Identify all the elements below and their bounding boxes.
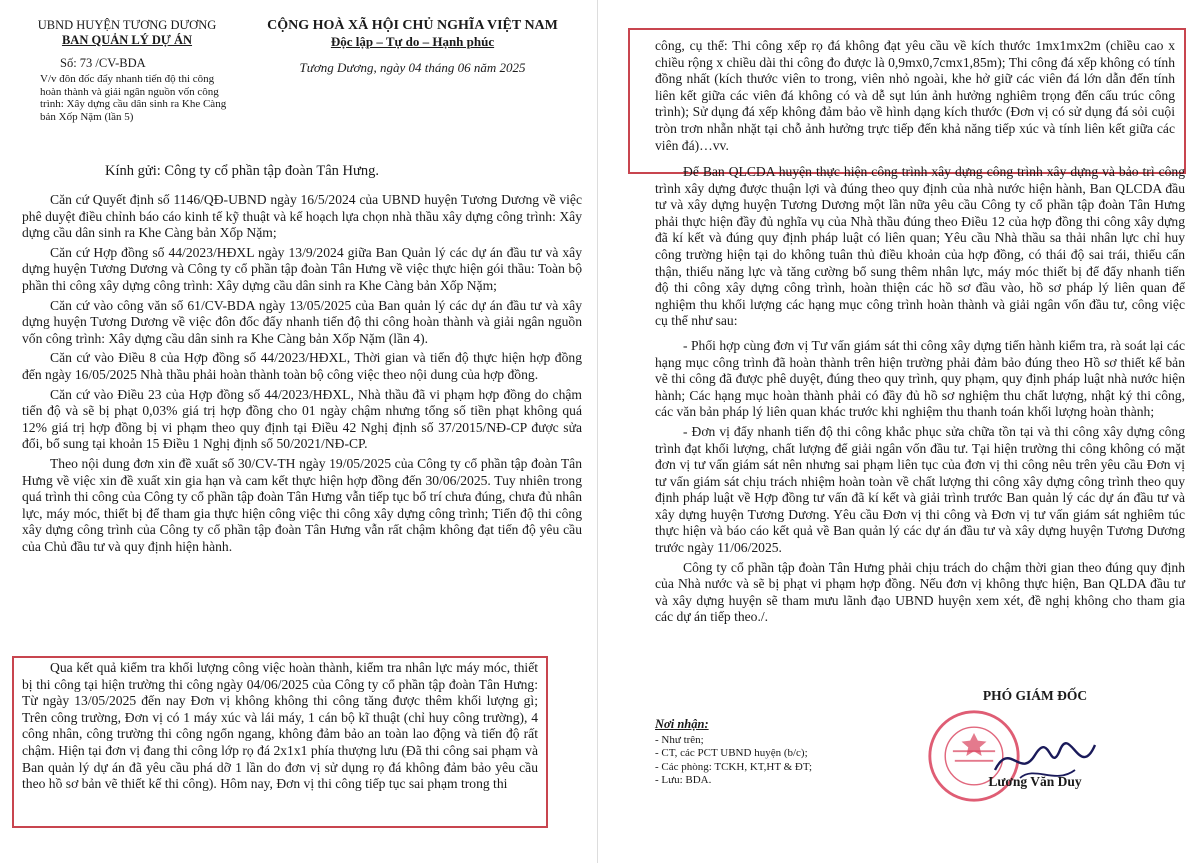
- paragraph: Công ty cổ phần tập đoàn Tân Hưng phải chịu trách do chậm thời gian theo đúng quy định của Nhà nước và sẽ bị phạt vi phạm hợp đồng. Nếu đơn vị không thực hiện, Ban QLDA đầu tư và xây dựng huyện sẽ tham mưu lãnh đạo UBND huyện xem xét, đề nghị không cho tham gia các dự án tiếp theo./.: [655, 559, 1185, 625]
- signer-name: Lương Văn Duy: [988, 774, 1082, 789]
- right-body: [655, 164, 1185, 626]
- national-header: [240, 18, 585, 76]
- recipients-block: [655, 718, 915, 788]
- recipient-line: Kính gửi: Công ty cổ phần tập đoàn Tân Hưng.: [105, 163, 379, 179]
- page-divider: [597, 0, 598, 863]
- highlighted-paragraph: [22, 660, 538, 793]
- document-date: Tương Dương, ngày 04 tháng 06 năm 2025: [299, 60, 526, 75]
- nation-title: CỘNG HOÀ XÃ HỘI CHỦ NGHĨA VIỆT NAM: [267, 18, 558, 33]
- paragraph: Căn cứ Quyết định số 1146/QĐ-UBND ngày 16/5/2024 của UBND huyện Tương Dương về việc phê duyệt điều chỉnh báo cáo kinh tế kỹ thuật và kế hoạch lựa chọn nhà thầu xây dựng công trình: Xây dựng cầu dân sinh ra Khe Càng bản Xốp Nặm;: [22, 192, 582, 241]
- agency-header: [22, 18, 232, 123]
- right-highlighted-paragraph: [655, 38, 1175, 154]
- paragraph: Căn cứ vào Điều 23 của Hợp đồng số 44/2023/HĐXL, Nhà thầu đã vi phạm hợp đồng do chậm tiến độ và sẽ bị phạt 0,03% giá trị hợp đồng cho 01 ngày chậm nhưng tổng số tiền phạt không quá 12% giá trị hợp đồng bị vi phạm theo quy định tại Điều 42 Nghị định số 37/2015/NĐ-CP được sửa đổi, bổ sung tại khoản 15 Điều 1 Nghị định số 50/2021/NĐ-CP.: [22, 386, 582, 452]
- recipients-title: Nơi nhận:: [655, 717, 709, 731]
- motto: Độc lập – Tự do – Hạnh phúc: [330, 34, 495, 49]
- recipient-item: - Lưu: BDA.: [655, 774, 712, 786]
- paragraph: công, cụ thể: Thi công xếp rọ đá không đạt yêu cầu về kích thước 1mx1mx2m (chiều cao x chiều rộng x chiều dài thi công đo được là 0,9mx0,7cmx1,85m); Thi công đá xếp không có tính đồng nhất (kích thước viên to trong, viên nhỏ ngoài, khe hở giữ các viên đá lớn dẫn đến tính liên kết giữa các viên đá không có và dễ sụt lún ảnh hưởng nghiêm trọng đến cấu trúc công trình); Sử dụng đá xếp không đảm bảo về hình dạng kích thước (Đơn vị có sử dụng đá sỏi cuội tròn trơn nhẵn nhặt tại chỗ ảnh hưởng trực tiếp đến khả năng tiếp xúc và tính liên kết giữa các viên đá)…vv.: [655, 38, 1175, 153]
- paragraph: Theo nội dung đơn xin đề xuất số 30/CV-TH ngày 19/05/2025 của Công ty cổ phần tập đoàn Tân Hưng về việc xin đề xuất xin gia hạn và cam kết thực hiện hợp đồng đến 30/06/2025. Tuy nhiên trong quá trình thi công của Công ty cổ phần tập đoàn Tân Hưng vẫn tiếp tục bố trí chưa đúng, chưa đủ nhân lực, máy móc, thiết bị để tham gia thực hiện công việc thi công xây dựng công trình; Tiến độ thi công xây dựng công trình của Công ty cổ phần tập đoàn Tân Hưng vẫn rất chậm không đạt tiến độ yêu cầu của Chủ đầu tư và quy định hiện hành.: [22, 455, 582, 554]
- recipient-item: - Như trên;: [655, 733, 704, 746]
- paragraph: - Phối hợp cùng đơn vị Tư vấn giám sát thi công xây dựng tiến hành kiểm tra, rà soát lại các hạng mục công trình đã hoàn thành trên hiện trường phải đảm bảo đúng theo Hồ sơ thiết kế bản vẽ thi công đã được phê duyệt, đúng theo quy trình, quy phạm, quy định pháp luật nhà nước hiện hành; Các hạng mục hoàn thành phải có đầy đủ hồ sơ nghiệm thu chất lượng, nhật ký thi công, các văn bản pháp lý liên quan khác trước khi nghiệm thu thanh toán khối lượng hoàn thành;: [655, 337, 1185, 420]
- paragraph: Qua kết quả kiểm tra khối lượng công việc hoàn thành, kiểm tra nhân lực máy móc, thiết bị thi công tại hiện trường thi công ngày 04/06/2025 của Công ty cổ phần tập đoàn Tân Hưng: Từ ngày 13/05/2025 đến nay Đơn vị không không thi công tăng được thêm khối lượng gì; Trên công trường, Đơn vị có 1 máy xúc và lái máy, 1 cán bộ kĩ thuật (chỉ huy công trường), 4 công nhân, công trường thi công ngổn ngang, không đảm bảo an toàn lao động và tiến độ rất chậm. Hiện tại đơn vị đang thi công lớp rọ đá 2x1x1 phía thượng lưu (Đã thi công sai phạm và Ban quản lý dự án đã yêu cầu phá dỡ 1 lần do đơn vị sử dụng rọ đá không đảm bảo yêu cầu theo hồ sơ bản vẽ thiết kế thi công). Hôm nay, Đơn vị thi công tiếp tục sai phạm trong thi: [22, 660, 538, 792]
- paragraph: Căn cứ Hợp đồng số 44/2023/HĐXL ngày 13/9/2024 giữa Ban Quản lý các dự án đầu tư và xây dựng huyện Tương Dương và Công ty cổ phần tập đoàn Tân Hưng về việc thực hiện gói thầu: Toàn bộ phần thi công xây dựng công trình: Xây dựng cầu dân sinh ra Khe Càng bản Xốp Nặm;: [22, 244, 582, 293]
- signature-block: [935, 688, 1135, 790]
- department-name: BAN QUẢN LÝ DỰ ÁN: [61, 33, 193, 47]
- left-body: [22, 192, 582, 555]
- paragraph: - Đơn vị đẩy nhanh tiến độ thi công khắc phục sửa chữa tồn tại và thi công xây dựng công trình đạt khối lượng, chất lượng để giải ngân vốn đầu tư. Tại hiện trường thi công không có mặt đơn vị tư vấn giám sát nên nhưng sai phạm liên tục của đơn vị thi công nêu trên yêu cầu Đơn vị tư vấn giám sát chịu trách nhiệm hoàn toàn về chất lượng thi công xây dựng công trình theo quy định pháp luật về Hợp đồng tư vấn đã kí kết và giải trình trước Ban quản lý các dự án đầu tư và xây dựng huyện Tương Dương. Yêu cầu Đơn vị thi công và Đơn vị tư vấn giám sát nghiêm túc thực hiện và báo cáo kết quả về Ban quản lý các dự án đầu tư và xây dựng huyện Tương Dương trước ngày 11/06/2025.: [655, 423, 1185, 556]
- document-number: Số: 73 /CV-BDA: [60, 56, 146, 70]
- document-subject: V/v đôn đốc đẩy nhanh tiến độ thi công hoàn thành và giải ngân nguồn vốn công trình: Xây dựng cầu dân sinh ra Khe Càng bản Xốp Nặm (lần 5): [40, 73, 227, 123]
- paragraph: Để Ban QLCDA huyện thực hiện công trình xây dựng công trình xây dựng và bảo trì công trình xây dựng được thuận lợi và đúng theo quy định của nhà nước hiện hành, Ban QLCDA đầu tư và xây dựng huyện Tương Dương một lần nữa yêu cầu Công ty cổ phần tập đoàn Tân Hưng phải thực hiện đầy đủ nghĩa vụ của Nhà thầu đúng theo Điều 12 của hợp đồng thi công xây dựng đã kí kết và đúng quy định pháp luật có liên quan; Yêu cầu Nhà thầu sa thải nhân lực chỉ huy công trường hiện tại do không tuân thủ điều khoản của hợp đồng, có thái độ sai trái, thiếu cẩn thận, thiếu năng lực và tăng cường bổ sung thêm nhân lực, máy móc thiết bị để đẩy nhanh tiến độ thi công xây dựng công trình, hoàn thiện các hồ sơ đầu vào, hồ sơ pháp lý liên quan để nghiệm thu khối lượng các hạng mục công trình hoàn thành và giải ngân vốn đầu tư, công việc cụ thể như sau:: [655, 164, 1185, 329]
- recipient-item: - CT, các PCT UBND huyện (b/c);: [655, 747, 808, 759]
- recipient-item: - Các phòng: TCKH, KT,HT & ĐT;: [655, 760, 813, 773]
- paragraph: Căn cứ vào công văn số 61/CV-BDA ngày 13/05/2025 của Ban quản lý các dự án đầu tư và xây dựng huyện Tương Dương về việc đôn đốc đẩy nhanh tiến độ thi công hoàn thành và giải ngân nguồn vốn công trình: Xây dựng cầu dân sinh ra Khe Càng bản Xốp Nặm (lần 4).: [22, 297, 582, 346]
- left-page: [0, 0, 596, 863]
- paragraph: Căn cứ vào Điều 8 của Hợp đồng số 44/2023/HĐXL, Thời gian và tiến độ thực hiện hợp đồng đến ngày 16/05/2025 Nhà thầu phải hoàn thành toàn bộ công việc theo nội dung của hợp đồng.: [22, 350, 582, 382]
- signer-position: PHÓ GIÁM ĐỐC: [982, 688, 1088, 703]
- agency-name: UBND HUYỆN TƯƠNG DƯƠNG: [37, 18, 217, 32]
